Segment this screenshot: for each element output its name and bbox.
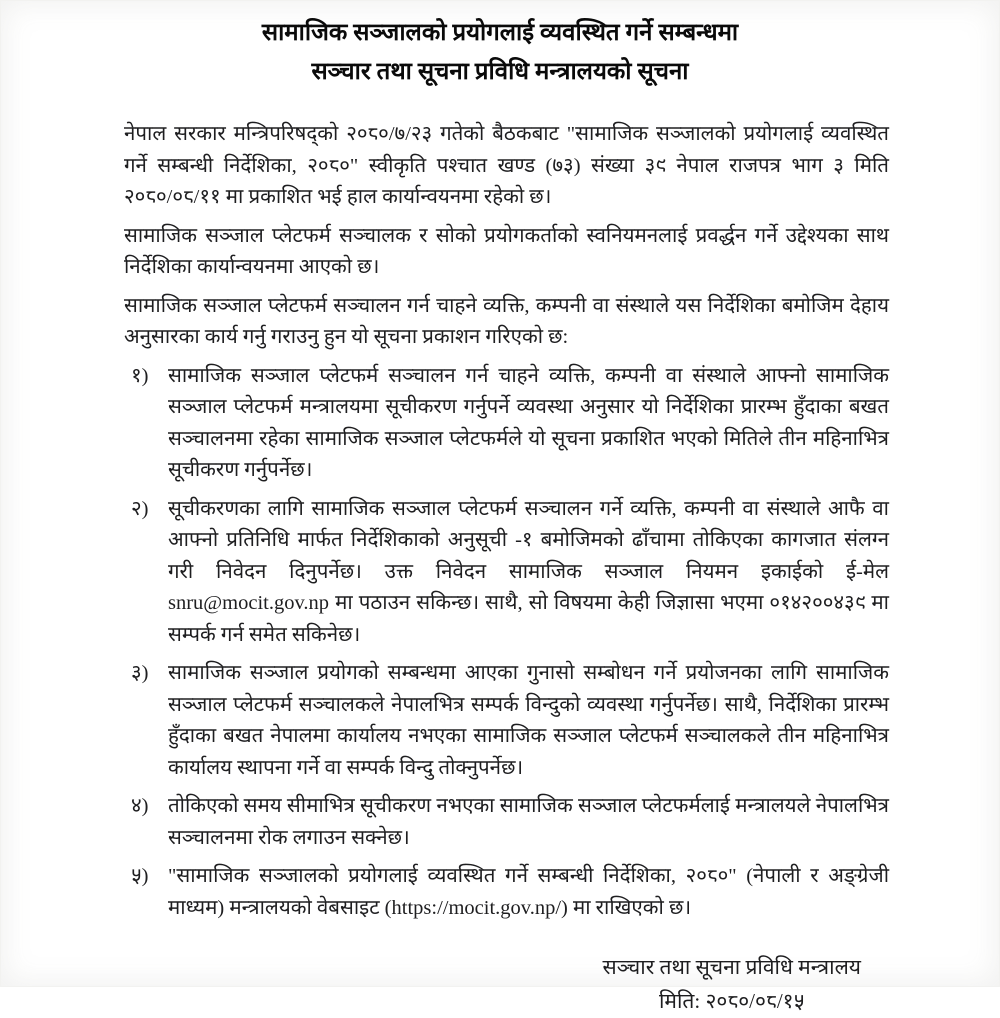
list-item-1-text: सामाजिक सञ्जाल प्लेटफर्म सञ्चालन गर्न चाहने व्यक्ति, कम्पनी वा संस्थाले आफ्नो सामाजिक सञ्जाल प्लेटफर्म मन्त्रालयमा सूचीकरण गर्नुपर्ने व्यवस्था अनुसार यो निर्देशिका प्रारम्भ हुँदाका बखत सञ्चालनमा रहेका सामाजिक सञ्जाल प्लेटफर्मले यो सूचना प्रकाशित भएको मितिले तीन महिनाभित्र सूचीकरण गर्नुपर्नेछ।	[168, 364, 889, 481]
notice-date: मिति: २०८०/०८/१५	[658, 989, 805, 1013]
notice-title-line2: सञ्चार तथा सूचना प्रविधि मन्त्रालयको सूचना	[311, 59, 689, 85]
list-item-2	[124, 494, 889, 652]
ministry-signature: सञ्चार तथा सूचना प्रविधि मन्त्रालय	[602, 955, 861, 979]
list-item-1-number: १)	[131, 364, 149, 387]
notice-title	[1, 14, 999, 92]
list-item-2-text: सूचीकरणका लागि सामाजिक सञ्जाल प्लेटफर्म सञ्चालन गर्ने व्यक्ति, कम्पनी वा संस्थाले आफै वा आफ्नो प्रतिनिधि मार्फत निर्देशिकाको अनुसूची -१ बमोजिमको ढाँचामा तोकिएका कागजात संलग्न गरी निवेदन दिनुपर्नेछ। उक्त निवेदन सामाजिक सञ्जाल नियमन इकाईको ई-मेल snru@mocit.gov.np मा पठाउन सकिन्छ। साथै, सो विषयमा केही जिज्ञासा भएमा ०१४२००४३९ मा सम्पर्क गर्न समेत सकिनेछ।	[168, 497, 889, 646]
paragraph-objective: सामाजिक सञ्जाल प्लेटफर्म सञ्चालक र सोको प्रयोगकर्ताको स्वनियमनलाई प्रवर्द्धन गर्ने उद्देश्यका साथ निर्देशिका कार्यान्वयनमा आएको छ।	[124, 224, 889, 278]
list-item-4	[124, 791, 889, 854]
list-item-5	[124, 861, 889, 924]
notice-body	[124, 119, 889, 924]
signature-block	[603, 950, 862, 1018]
paragraph-publication-note: सामाजिक सञ्जाल प्लेटफर्म सञ्चालन गर्न चाहने व्यक्ति, कम्पनी वा संस्थाले यस निर्देशिका बमोजिम देहाय अनुसारका कार्य गर्नु गराउनु हुन यो सूचना प्रकाशन गरिएको छ:	[124, 294, 889, 348]
list-item-1	[124, 361, 889, 487]
list-item-5-text: "सामाजिक सञ्जालको प्रयोगलाई व्यवस्थित गर्ने सम्बन्धी निर्देशिका, २०८०" (नेपाली र अङ्ग्रेजी माध्यम) मन्त्रालयको वेबसाइट (https://mocit.gov.np/) मा राखिएको छ।	[168, 865, 889, 919]
notice-title-line1: सामाजिक सञ्जालको प्रयोगलाई व्यवस्थित गर्ने सम्बन्धमा	[261, 20, 739, 46]
list-item-4-number: ४)	[131, 795, 149, 817]
list-item-3-number: ३)	[131, 662, 149, 684]
list-item-2-number: २)	[131, 497, 149, 520]
list-item-5-number: ५)	[131, 865, 149, 887]
paragraph-intro-gazette: नेपाल सरकार मन्त्रिपरिषद्को २०८०/७/२३ गतेको बैठकबाट "सामाजिक सञ्जालको प्रयोगलाई व्यवस्थित गर्ने सम्बन्धी निर्देशिका, २०८०" स्वीकृति पश्चात खण्ड (७३) संख्या ३९ नेपाल राजपत्र भाग ३ मिति २०८०/०८/११ मा प्रकाशित भई हाल कार्यान्वयनमा रहेको छ।	[124, 123, 889, 208]
list-item-4-text: तोकिएको समय सीमाभित्र सूचीकरण नभएका सामाजिक सञ्जाल प्लेटफर्मलाई मन्त्रालयले नेपालभित्र सञ्चालनमा रोक लगाउन सक्नेछ।	[168, 795, 889, 849]
list-item-3	[124, 658, 889, 784]
list-item-3-text: सामाजिक सञ्जाल प्रयोगको सम्बन्धमा आएका गुनासो सम्बोधन गर्ने प्रयोजनका लागि सामाजिक सञ्जाल प्लेटफर्म सञ्चालकले नेपालभित्र सम्पर्क विन्दुको व्यवस्था गर्नुपर्नेछ। साथै, निर्देशिका प्रारम्भ हुँदाका बखत नेपालमा कार्यालय नभएका सामाजिक सञ्जाल प्लेटफर्म सञ्चालकले तीन महिनाभित्र कार्यालय स्थापना गर्ने वा सम्पर्क विन्दु तोक्नुपर्नेछ।	[168, 662, 889, 779]
